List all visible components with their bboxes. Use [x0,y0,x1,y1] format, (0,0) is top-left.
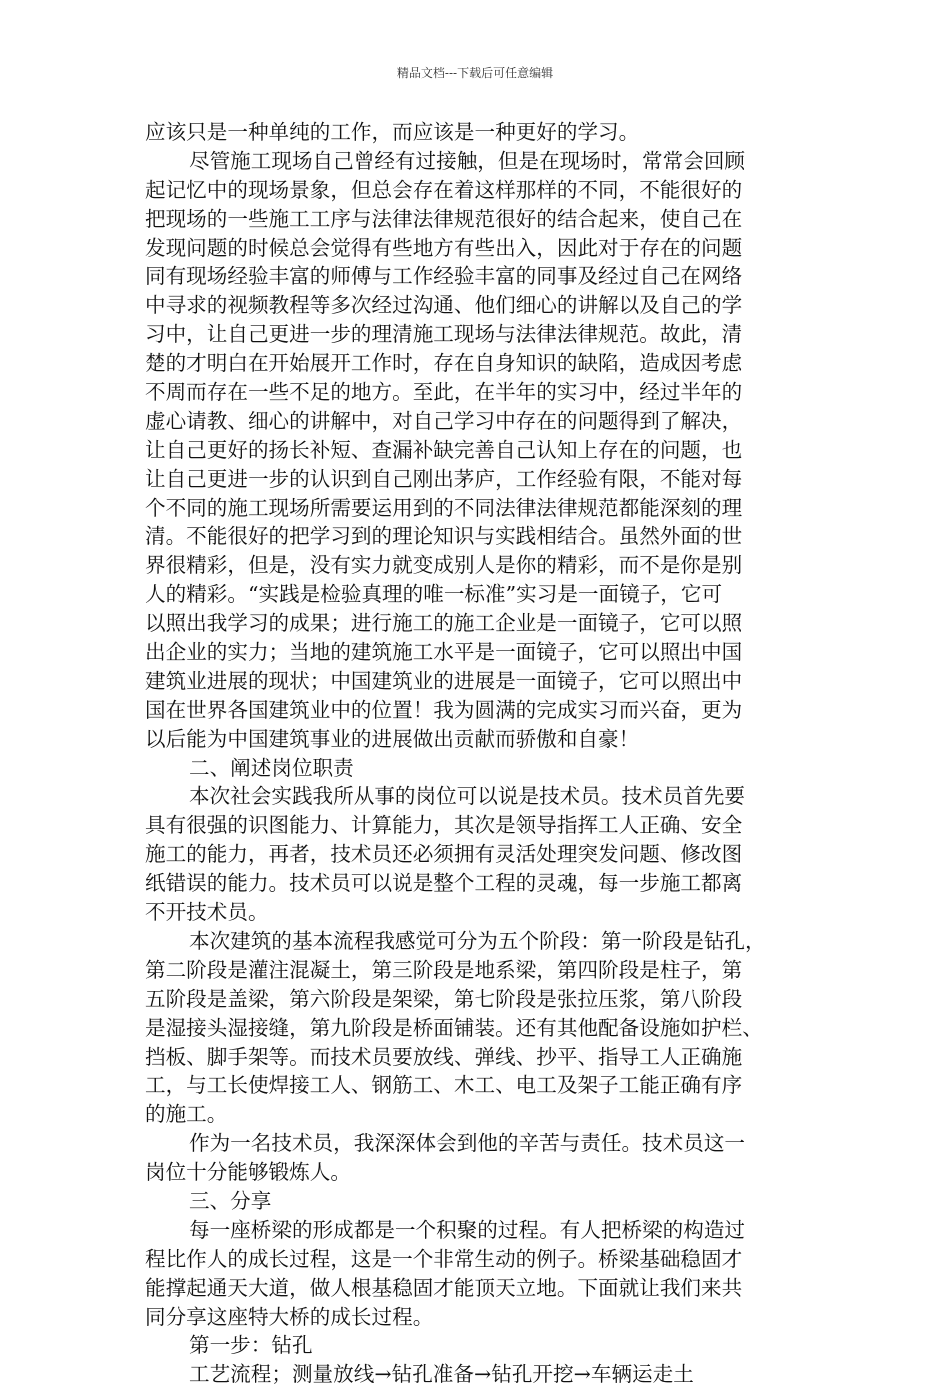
text-line: 同有现场经验丰富的师傅与工作经验丰富的同事及经过自己在网络 [145,264,743,289]
text-line: 三、分享 [189,1188,272,1213]
text-line: 作为一名技术员，我深深体会到他的辛苦与责任。技术员这一 [189,1131,746,1156]
text-line: 把现场的一些施工工序与法律法律规范很好的结合起来，使自己在 [145,206,743,231]
text-line: 起记忆中的现场景象，但总会存在着这样那样的不同，不能很好的 [145,177,743,202]
text-line: 第二阶段是灌注混凝土，第三阶段是地系梁，第四阶段是柱子，第 [145,957,743,982]
text-line: 界很精彩，但是，没有实力就变成别人是你的精彩，而不是你是别 [145,553,743,578]
text-line: 工，与工长使焊接工人、钢筋工、木工、电工及架子工能正确有序 [145,1073,743,1098]
text-line: 五阶段是盖梁，第六阶段是架梁，第七阶段是张拉压浆，第八阶段 [145,986,743,1011]
page-header: 精品文档---下载后可任意编辑 [396,66,554,80]
text-line: 的施工。 [145,1102,228,1127]
text-line: 程比作人的成长过程，这是一个非常生动的例子。桥梁基础稳固才 [145,1246,743,1271]
text-line: 尽管施工现场自己曾经有过接触，但是在现场时，常常会回顾 [189,148,746,173]
text-line: 以照出我学习的成果；进行施工的施工企业是一面镜子，它可以照 [145,611,743,636]
text-line: 建筑业进展的现状；中国建筑业的进展是一面镜子，它可以照出中 [145,668,743,693]
document-body [145,118,807,1389]
text-line: 施工的能力，再者，技术员还必须拥有灵活处理突发问题、修改图 [145,842,743,867]
text-line: 二、阐述岗位职责 [189,755,354,780]
text-line: 不周而存在一些不足的地方。至此，在半年的实习中，经过半年的 [145,380,743,405]
text-line: 人的精彩。“实践是检验真理的唯一标准”实习是一面镜子，它可 [145,582,723,607]
text-line: 不开技术员。 [145,900,269,925]
text-line: 习中，让自己更进一步的理清施工现场与法律法律规范。故此，清 [145,322,743,347]
text-line: 挡板、脚手架等。而技术员要放线、弹线、抄平、指导工人正确施 [145,1044,743,1069]
text-line: 工艺流程；测量放线→钻孔准备→钻孔开挖→车辆运走土 [189,1362,694,1387]
text-line: 是湿接头湿接缝，第九阶段是桥面铺装。还有其他配备设施如护栏、 [145,1015,763,1040]
text-line: 让自己更进一步的认识到自己刚出茅庐，工作经验有限，不能对每 [145,466,743,491]
text-line: 发现问题的时候总会觉得有些地方有些出入，因此对于存在的问题 [145,235,743,260]
text-line: 本次建筑的基本流程我感觉可分为五个阶段：第一阶段是钻孔， [189,928,766,953]
text-line: 清。不能很好的把学习到的理论知识与实践相结合。虽然外面的世 [145,524,743,549]
text-line: 以后能为中国建筑事业的进展做出贡献而骄傲和自豪！ [145,726,640,751]
text-line: 让自己更好的扬长补短、查漏补缺完善自己认知上存在的问题，也 [145,437,743,462]
text-line: 楚的才明白在开始展开工作时，存在自身知识的缺陷，造成因考虑 [145,351,743,376]
text-line: 纸错误的能力。技术员可以说是整个工程的灵魂，每一步施工都离 [145,871,743,896]
text-line: 本次社会实践我所从事的岗位可以说是技术员。技术员首先要 [189,784,746,809]
text-line: 个不同的施工现场所需要运用到的不同法律法律规范都能深刻的理 [145,495,743,520]
text-line: 具有很强的识图能力、计算能力，其次是领导指挥工人正确、安全 [145,813,743,838]
text-line: 应该只是一种单纯的工作，而应该是一种更好的学习。 [145,120,640,144]
text-line: 同分享这座特大桥的成长过程。 [145,1304,434,1329]
text-line: 出企业的实力；当地的建筑施工水平是一面镜子，它可以照出中国 [145,640,743,665]
text-line: 中寻求的视频教程等多次经过沟通、他们细心的讲解以及自己的学 [145,293,743,318]
text-line: 虚心请教、细心的讲解中，对自己学习中存在的问题得到了解决， [145,408,743,433]
text-line: 能撑起通天大道，做人根基稳固才能顶天立地。下面就让我们来共 [145,1275,743,1300]
text-line: 每一座桥梁的形成都是一个积聚的过程。有人把桥梁的构造过 [189,1217,746,1242]
text-line: 国在世界各国建筑业中的位置！我为圆满的完成实习而兴奋，更为 [145,697,743,722]
text-line: 第一步：钻孔 [189,1333,313,1358]
text-line: 岗位十分能够锻炼人。 [145,1160,351,1185]
